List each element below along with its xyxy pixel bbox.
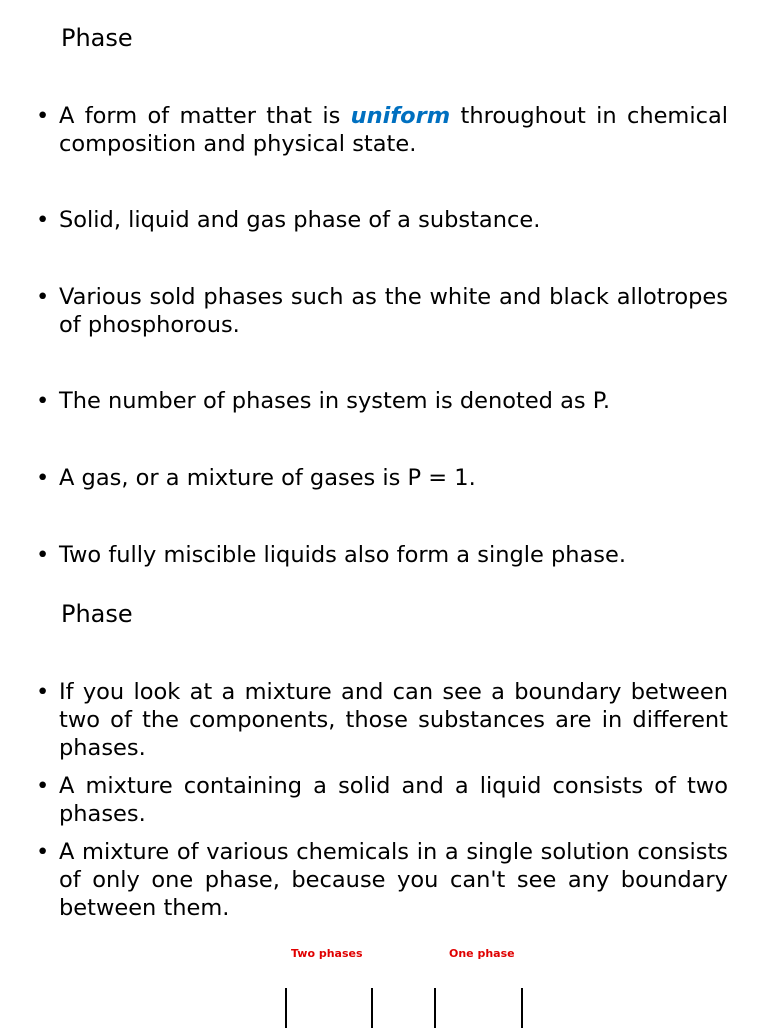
bullet-item [36, 283, 728, 339]
beaker-wall-left [285, 988, 287, 1028]
bullet-text-end: throughout in chemical composition and physical state. [59, 103, 728, 157]
bullet-dot: • [36, 839, 50, 865]
bullet-dot: • [36, 207, 50, 233]
bullet-dot: • [36, 465, 50, 491]
phases-figure [0, 940, 768, 1024]
two-phases-label: Two phases [291, 947, 363, 960]
emphasis-word: uniform [350, 103, 451, 129]
bullet-item [36, 838, 728, 922]
bullet-text: Two fully miscible liquids also form a single phase. [59, 542, 627, 568]
beaker-wall-right [371, 988, 373, 1028]
bullet-text: A mixture of various chemicals in a single solution consists of only one phase, because you can't see any boundary between them. [59, 839, 728, 921]
bullet-item [36, 772, 728, 828]
bullet-text: The number of phases in system is denoted as P. [59, 388, 610, 414]
bullet-text [59, 102, 728, 158]
bullet-text: A mixture containing a solid and a liquid consists of two phases. [59, 773, 728, 827]
bullet-dot: • [36, 388, 50, 414]
slide-title: Phase [61, 600, 133, 628]
bullet-text: If you look at a mixture and can see a boundary between two of the components, those substances are in different phases. [59, 679, 728, 761]
bullet-dot: • [36, 773, 50, 799]
bullet-text-start: A form of matter that is [59, 103, 351, 129]
bullet-item [36, 387, 728, 415]
bullet-item [36, 541, 728, 569]
one-phase-label: One phase [449, 947, 515, 960]
bullet-item [36, 464, 728, 492]
bullet-item [36, 678, 728, 762]
bullet-item [36, 102, 728, 158]
beaker-wall-left [434, 988, 436, 1028]
bullet-dot: • [36, 679, 50, 705]
slide-2 [0, 580, 768, 1024]
bullet-dot: • [36, 103, 50, 129]
slide-title: Phase [61, 24, 133, 52]
bullet-dot: • [36, 284, 50, 310]
bullet-text: A gas, or a mixture of gases is P = 1. [59, 465, 476, 491]
bullet-dot: • [36, 542, 50, 568]
beaker-wall-right [521, 988, 523, 1028]
bullet-text: Various sold phases such as the white and black allotropes of phosphorous. [59, 284, 728, 338]
bullet-item [36, 206, 728, 234]
bullet-text: Solid, liquid and gas phase of a substance. [59, 207, 541, 233]
